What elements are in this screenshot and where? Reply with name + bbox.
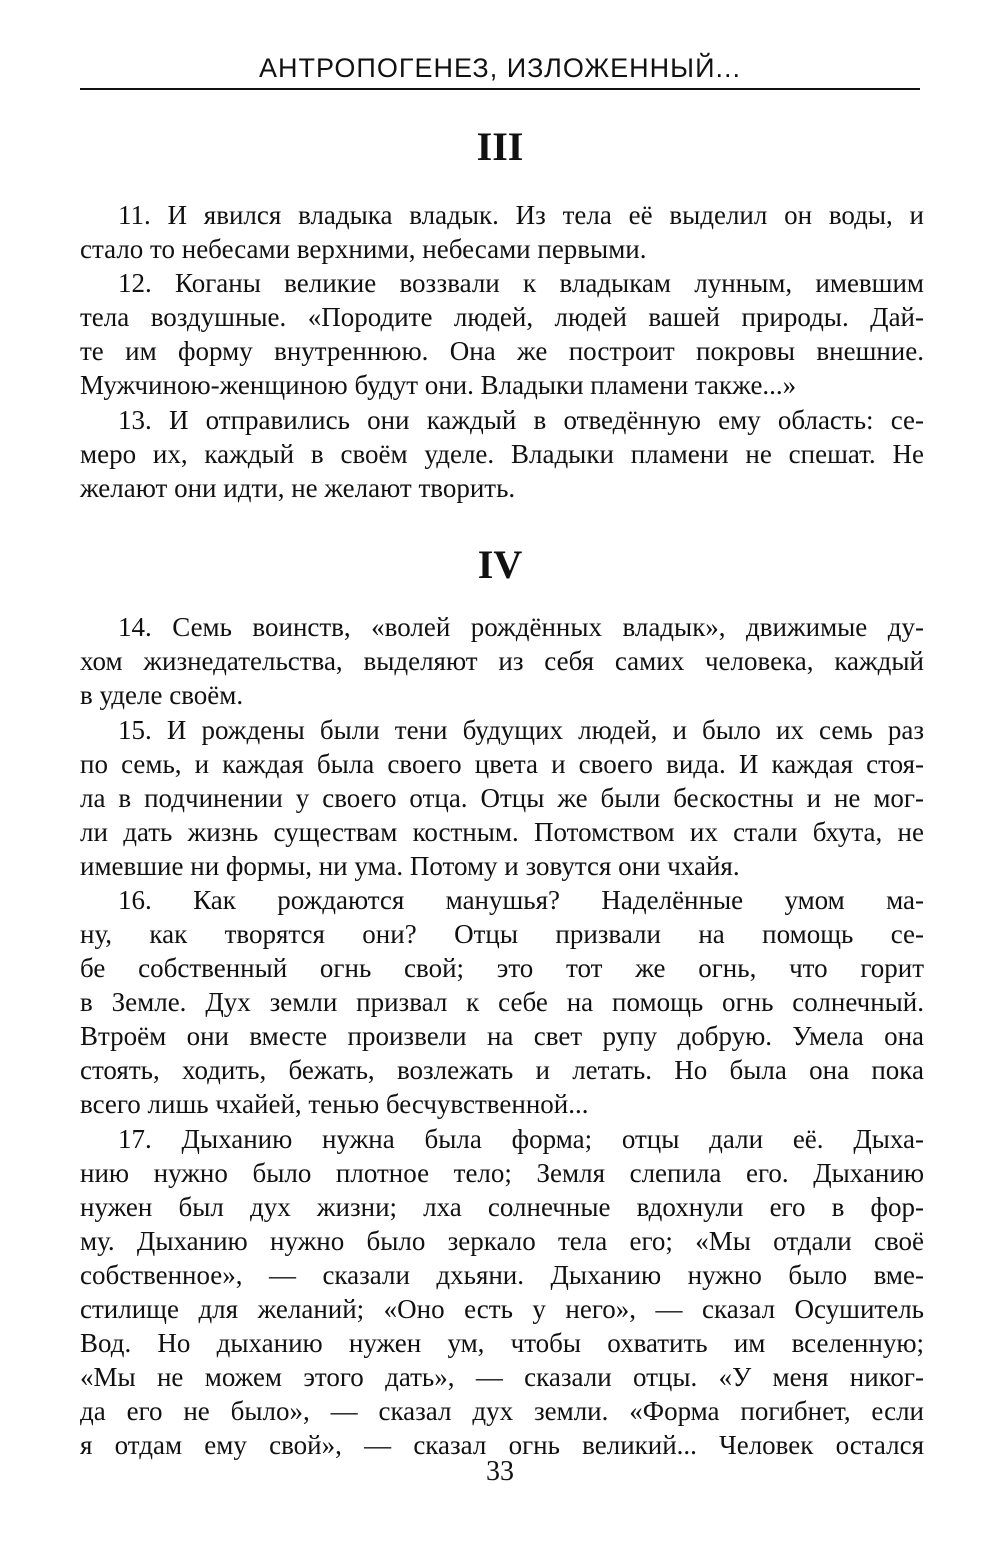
verse-16-line-7: всего лишь чхайей, тенью бесчувственной... bbox=[80, 1089, 589, 1119]
verse-11-line-2: стало то небесами верхними, небесами первыми. bbox=[80, 234, 647, 264]
section-numeral-iv: IV bbox=[477, 542, 523, 587]
verse-11-line-1: 11. И явился владыка владык. Из тела её выделил он воды, и bbox=[118, 200, 924, 230]
running-head: АНТРОПОГЕНЕЗ, ИЗЛОЖЕННЫЙ... bbox=[259, 53, 741, 83]
verse-16-line-5: Втроём они вместе произвели на свет рупу добрую. Умела она bbox=[80, 1021, 924, 1051]
verse-12-line-2: тела воздушные. «Породите людей, людей вашей природы. Дай- bbox=[80, 302, 924, 332]
verse-15-line-1: 15. И рождены были тени будущих людей, и было их семь раз bbox=[118, 715, 924, 745]
verse-17-line-5: собственное», — сказали дхьяни. Дыханию нужно было вме- bbox=[80, 1260, 924, 1290]
header-rule bbox=[80, 88, 920, 90]
verse-14-line-2: хом жизнедательства, выделяют из себя самих человека, каждый bbox=[80, 646, 924, 676]
verse-17-line-9: да его не было», — сказал дух земли. «Форма погибнет, если bbox=[80, 1396, 924, 1426]
section-numeral-iii: III bbox=[476, 124, 524, 169]
verse-12-line-4: Мужчиною-женщиною будут они. Владыки пламени также...» bbox=[80, 370, 797, 400]
verse-14-line-1: 14. Семь воинств, «волей рождённых владык», движимые ду- bbox=[118, 612, 924, 642]
verse-17-line-4: му. Дыханию нужно было зеркало тела его; «Мы отдали своё bbox=[80, 1226, 924, 1256]
verse-13-line-1: 13. И отправились они каждый в отведённую ему область: се- bbox=[118, 405, 924, 435]
verse-17-line-7: Вод. Но дыханию нужен ум, чтобы охватить им вселенную; bbox=[80, 1328, 924, 1358]
verse-16-line-1: 16. Как рождаются манушья? Наделённые умом ма- bbox=[118, 885, 924, 915]
verse-17-line-3: нужен был дух жизни; лха солнечные вдохнули его в фор- bbox=[80, 1192, 924, 1222]
verse-17-line-2: нию нужно было плотное тело; Земля слепила его. Дыханию bbox=[80, 1158, 924, 1188]
verse-15-line-4: ли дать жизнь существам костным. Потомством их стали бхута, не bbox=[80, 817, 924, 847]
verse-17-line-6: стилище для желаний; «Оно есть у него», — сказал Осушитель bbox=[80, 1294, 924, 1324]
verse-17-line-10: я отдам ему свой», — сказал огнь великий... Человек остался bbox=[80, 1430, 924, 1460]
verse-14-line-3: в уделе своём. bbox=[80, 680, 244, 710]
verse-13-line-3: желают они идти, не желают творить. bbox=[80, 473, 516, 503]
verse-17-line-8: «Мы не можем этого дать», — сказали отцы. «У меня никог- bbox=[80, 1362, 924, 1392]
verse-17-line-1: 17. Дыханию нужна была форма; отцы дали её. Дыха- bbox=[118, 1124, 924, 1154]
verse-15-line-2: по семь, и каждая была своего цвета и своего вида. И каждая стоя- bbox=[80, 749, 924, 779]
verse-15-line-5: имевшие ни формы, ни ума. Потому и зовутся они чхайя. bbox=[80, 851, 740, 881]
verse-12-line-3: те им форму внутреннюю. Она же построит покровы внешние. bbox=[80, 336, 924, 366]
verse-12-line-1: 12. Коганы великие воззвали к владыкам лунным, имевшим bbox=[118, 268, 924, 298]
verse-16-line-4: в Земле. Дух земли призвал к себе на помощь огнь солнечный. bbox=[80, 987, 924, 1017]
verse-13-line-2: меро их, каждый в своём уделе. Владыки пламени не спешат. Не bbox=[80, 439, 924, 469]
verse-16-line-6: стоять, ходить, бежать, возлежать и летать. Но была она пока bbox=[80, 1055, 924, 1085]
verse-16-line-3: бе собственный огнь свой; это тот же огнь, что горит bbox=[80, 953, 924, 983]
page-number: 33 bbox=[486, 1456, 514, 1487]
verse-15-line-3: ла в подчинении у своего отца. Отцы же были бескостны и не мог- bbox=[80, 783, 924, 813]
verse-16-line-2: ну, как творятся они? Отцы призвали на помощь се- bbox=[80, 919, 924, 949]
